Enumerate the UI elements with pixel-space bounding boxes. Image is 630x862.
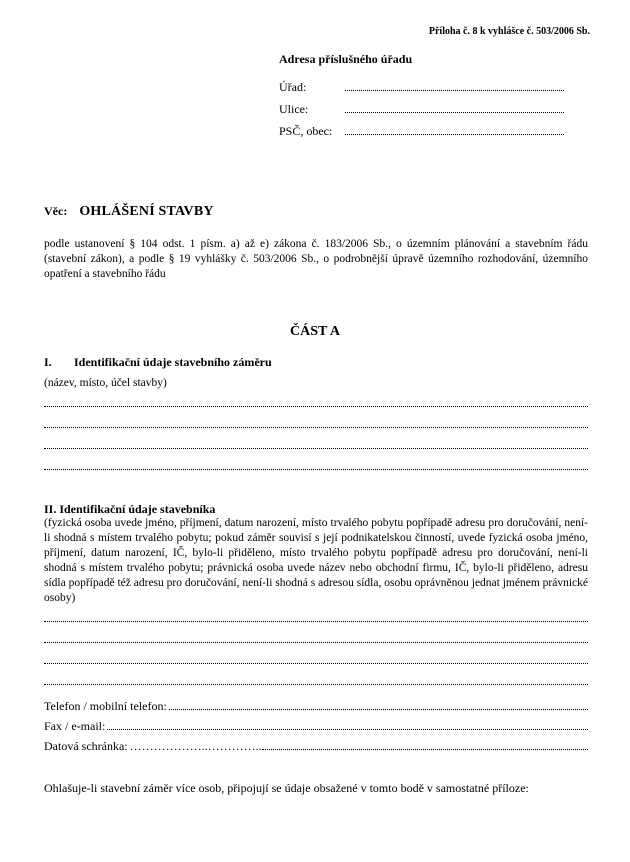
fax-email-row bbox=[44, 718, 588, 733]
data-box-field[interactable] bbox=[262, 738, 588, 750]
section-2-input-line[interactable] bbox=[44, 642, 588, 643]
section-2-input-line[interactable] bbox=[44, 621, 588, 622]
authority-zip-city-field[interactable] bbox=[345, 123, 564, 135]
section-2-heading: II. Identifikační údaje stavebníka bbox=[44, 502, 216, 516]
subject-line bbox=[44, 204, 214, 220]
authority-street-row bbox=[279, 101, 564, 117]
fax-email-field[interactable] bbox=[107, 718, 588, 730]
section-2-input-line[interactable] bbox=[44, 684, 588, 685]
phone-row bbox=[44, 698, 588, 713]
authority-office-field[interactable] bbox=[345, 79, 564, 91]
section-1-input-line[interactable] bbox=[44, 406, 588, 407]
data-box-row bbox=[44, 738, 588, 753]
authority-street-field[interactable] bbox=[345, 101, 564, 113]
part-heading: ČÁST A bbox=[290, 324, 340, 339]
phone-label: Telefon / mobilní telefon: bbox=[44, 699, 167, 713]
authority-zip-city-row bbox=[279, 123, 564, 139]
section-1-number: I. bbox=[44, 355, 52, 369]
subject-label: Věc: bbox=[44, 204, 68, 218]
data-box-value: ………………..………….. bbox=[129, 739, 262, 753]
fax-email-label: Fax / e-mail: bbox=[44, 719, 106, 733]
phone-field[interactable] bbox=[169, 698, 588, 710]
section-1-title: Identifikační údaje stavebního záměru bbox=[74, 355, 272, 369]
annex-reference: Příloha č. 8 k vyhlášce č. 503/2006 Sb. bbox=[428, 26, 590, 37]
section-1-input-line[interactable] bbox=[44, 469, 588, 470]
section-1-input-line[interactable] bbox=[44, 448, 588, 449]
section-1-hint: (název, místo, účel stavby) bbox=[44, 377, 167, 389]
authority-office-label: Úřad: bbox=[279, 80, 307, 94]
document-title: OHLÁŠENÍ STAVBY bbox=[79, 204, 214, 219]
multiple-persons-note: Ohlašuje-li stavební záměr více osob, připojují se údaje obsažené v tomto bodě v samostatné příloze: bbox=[44, 781, 529, 795]
section-2-input-line[interactable] bbox=[44, 663, 588, 664]
section-1-heading bbox=[44, 355, 272, 370]
section-1-input-line[interactable] bbox=[44, 427, 588, 428]
data-box-label: Datová schránka: bbox=[44, 739, 128, 753]
section-2-hint: (fyzická osoba uvede jméno, příjmení, datum narození, místo trvalého pobytu popřípadě adresu pro doručování, není-li shodná s místem trvalého pobytu; pokud záměr souvisí s její podnikatelskou činností, uvede fyzická osoba jméno, příjmení, datum narození, IČ, bylo-li přiděleno, místo trvalého pobytu popřípadě adresu pro doručování, není-li shodná s místem trvalého pobytu; právnická osoba uvede název nebo obchodní firmu, IČ, bylo-li přiděleno, adresu sídla popřípadě též adresu pro doručování, není-li shodná s adresou sídla, osobu oprávněnou jednat jménem právnické osoby) bbox=[44, 517, 588, 604]
authority-zip-city-label: PSČ, obec: bbox=[279, 124, 333, 138]
authority-heading: Adresa příslušného úřadu bbox=[279, 52, 413, 66]
legal-basis-paragraph: podle ustanovení § 104 odst. 1 písm. a) až e) zákona č. 183/2006 Sb., o územním plánování a stavebním řádu (stavební zákon), a podle § 19 vyhlášky č. 503/2006 Sb., o podrobnější úpravě územního rozhodování, územního opatření a stavebního řádu bbox=[44, 238, 588, 280]
authority-street-label: Ulice: bbox=[279, 102, 309, 116]
authority-office-row bbox=[279, 79, 564, 95]
